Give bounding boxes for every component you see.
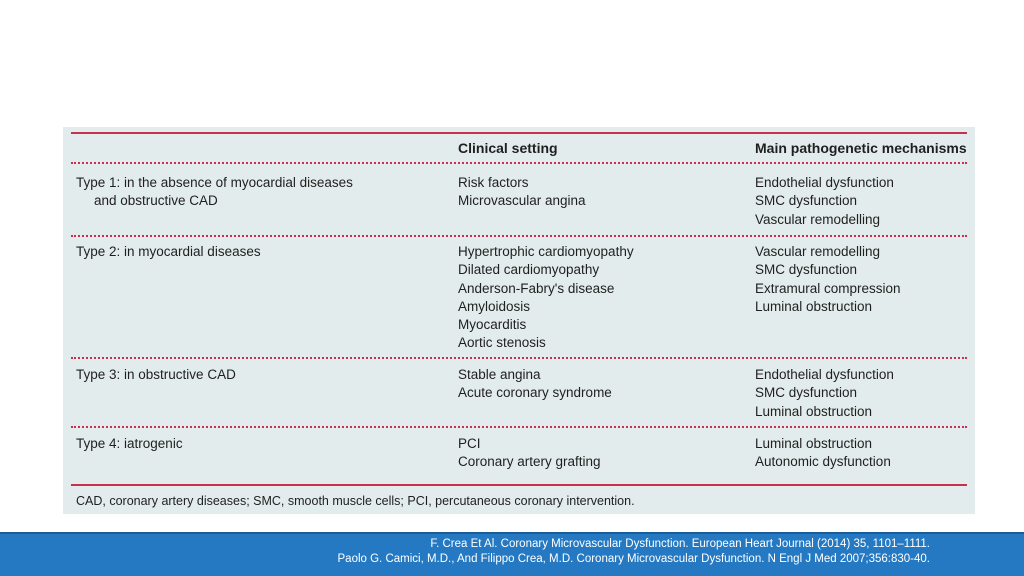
clinical-item: Aortic stenosis: [458, 335, 546, 351]
header-clinical-setting: Clinical setting: [458, 140, 558, 156]
row-type-3: [76, 366, 236, 384]
row-divider: [71, 357, 967, 359]
mechanism-item: SMC dysfunction: [755, 193, 858, 209]
clinical-item: Hypertrophic cardiomyopathy: [458, 244, 634, 259]
type-line: and obstructive CAD: [94, 193, 218, 209]
bottom-rule: [71, 484, 967, 486]
table-footnote: CAD, coronary artery diseases; SMC, smooth muscle cells; PCI, percutaneous coronary intervention.: [76, 494, 635, 508]
mechanism-item: Vascular remodelling: [755, 244, 881, 259]
mechanism-item: Vascular remodelling: [755, 211, 881, 227]
clinical-item: Stable angina: [458, 367, 541, 382]
mechanism-item: Luminal obstruction: [755, 403, 873, 419]
row-clinical-4: [458, 435, 601, 472]
clinical-item: Anderson-Fabry's disease: [458, 280, 615, 296]
row-clinical-2: [458, 243, 634, 353]
clinical-item: PCI: [458, 436, 481, 451]
row-divider: [71, 426, 967, 428]
row-type-2: [76, 243, 261, 261]
type-line: Type 1: in the absence of myocardial diseases: [76, 175, 353, 190]
type-line: Type 4: iatrogenic: [76, 436, 183, 451]
mechanism-item: SMC dysfunction: [755, 385, 858, 401]
type-line: Type 3: in obstructive CAD: [76, 367, 236, 382]
row-mechanisms-1: [755, 174, 894, 229]
row-type-1: [76, 174, 353, 211]
classification-table: [71, 132, 967, 508]
mechanism-item: Endothelial dysfunction: [755, 367, 894, 382]
clinical-item: Coronary artery grafting: [458, 454, 601, 470]
clinical-item: Myocarditis: [458, 317, 527, 333]
citation-line-1: F. Crea Et Al. Coronary Microvascular Dysfunction. European Heart Journal (2014) 35, 1101–1111.: [430, 538, 930, 550]
bar-divider: [0, 532, 1024, 534]
mechanism-item: Autonomic dysfunction: [755, 454, 891, 470]
header-mechanisms: Main pathogenetic mechanisms: [755, 140, 967, 156]
mechanism-item: Extramural compression: [755, 280, 901, 296]
citation-text: [338, 537, 931, 567]
mechanism-item: Luminal obstruction: [755, 298, 873, 314]
citation-bar: [0, 532, 1024, 576]
clinical-item: Microvascular angina: [458, 193, 586, 209]
row-mechanisms-2: [755, 243, 901, 316]
row-divider: [71, 162, 967, 164]
clinical-item: Dilated cardiomyopathy: [458, 262, 600, 278]
clinical-item: Amyloidosis: [458, 298, 531, 314]
table-panel: [63, 127, 975, 514]
clinical-item: Acute coronary syndrome: [458, 385, 612, 401]
row-clinical-1: [458, 174, 586, 211]
row-clinical-3: [458, 366, 612, 403]
mechanism-item: Luminal obstruction: [755, 436, 873, 451]
row-mechanisms-4: [755, 435, 891, 472]
type-line: Type 2: in myocardial diseases: [76, 244, 261, 259]
top-rule: [71, 132, 967, 134]
clinical-item: Risk factors: [458, 175, 529, 190]
citation-line-2: Paolo G. Camici, M.D., And Filippo Crea, M.D. Coronary Microvascular Dysfunction. N Engl J Med 2007;356:830-40.: [337, 553, 930, 565]
mechanism-item: Endothelial dysfunction: [755, 175, 894, 190]
row-mechanisms-3: [755, 366, 894, 421]
row-divider: [71, 235, 967, 237]
mechanism-item: SMC dysfunction: [755, 262, 858, 278]
row-type-4: [76, 435, 183, 453]
